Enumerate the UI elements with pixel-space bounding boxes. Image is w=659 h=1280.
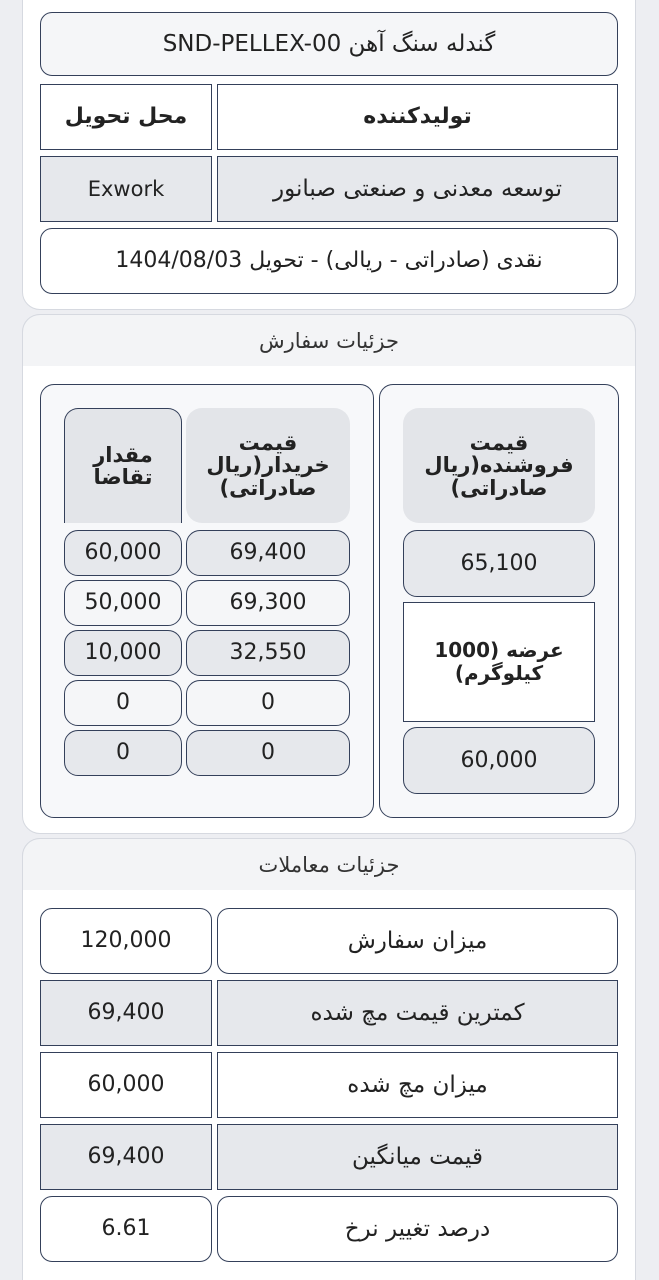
payment-terms: نقدی (صادراتی - ریالی) - تحویل 1404/08/03 [40, 228, 618, 294]
seller-price-header: قیمت فروشنده(ریال صادراتی) [403, 408, 595, 523]
rate-change-percent-value: 6.61 [40, 1196, 212, 1262]
rate-change-percent-label: درصد تغییر نرخ [217, 1196, 618, 1262]
supply-value: 60,000 [403, 727, 595, 794]
bid-price-2: 69,300 [186, 580, 350, 626]
order-amount-label: میزان سفارش [217, 908, 618, 974]
producer-header: تولیدکننده [217, 84, 618, 150]
producer-value: توسعه معدنی و صنعتی صبانور [217, 156, 618, 222]
demand-qty-header: مقدار تقاضا [64, 408, 182, 523]
bid-price-4: 0 [186, 680, 350, 726]
delivery-place-header: محل تحویل [40, 84, 212, 150]
matched-amount-label: میزان مچ شده [217, 1052, 618, 1118]
average-price-value: 69,400 [40, 1124, 212, 1190]
bid-qty-4: 0 [64, 680, 182, 726]
trade-details-title: جزئیات معاملات [22, 838, 636, 890]
buyer-price-header: قیمت خریدار(ریال صادراتی) [186, 408, 350, 523]
average-price-label: قیمت میانگین [217, 1124, 618, 1190]
order-details-title: جزئیات سفارش [22, 314, 636, 366]
product-title: گندله سنگ آهن SND-PELLEX-00 [40, 12, 618, 76]
bid-price-3: 32,550 [186, 630, 350, 676]
seller-price-value: 65,100 [403, 530, 595, 597]
lowest-matched-price-value: 69,400 [40, 980, 212, 1046]
delivery-place-value: Exwork [40, 156, 212, 222]
matched-amount-value: 60,000 [40, 1052, 212, 1118]
bid-price-5: 0 [186, 730, 350, 776]
bid-qty-2: 50,000 [64, 580, 182, 626]
bid-qty-3: 10,000 [64, 630, 182, 676]
order-amount-value: 120,000 [40, 908, 212, 974]
supply-header: عرضه (1000 کیلوگرم) [403, 602, 595, 722]
bid-qty-1: 60,000 [64, 530, 182, 576]
bid-price-1: 69,400 [186, 530, 350, 576]
bid-qty-5: 0 [64, 730, 182, 776]
lowest-matched-price-label: کمترین قیمت مچ شده [217, 980, 618, 1046]
